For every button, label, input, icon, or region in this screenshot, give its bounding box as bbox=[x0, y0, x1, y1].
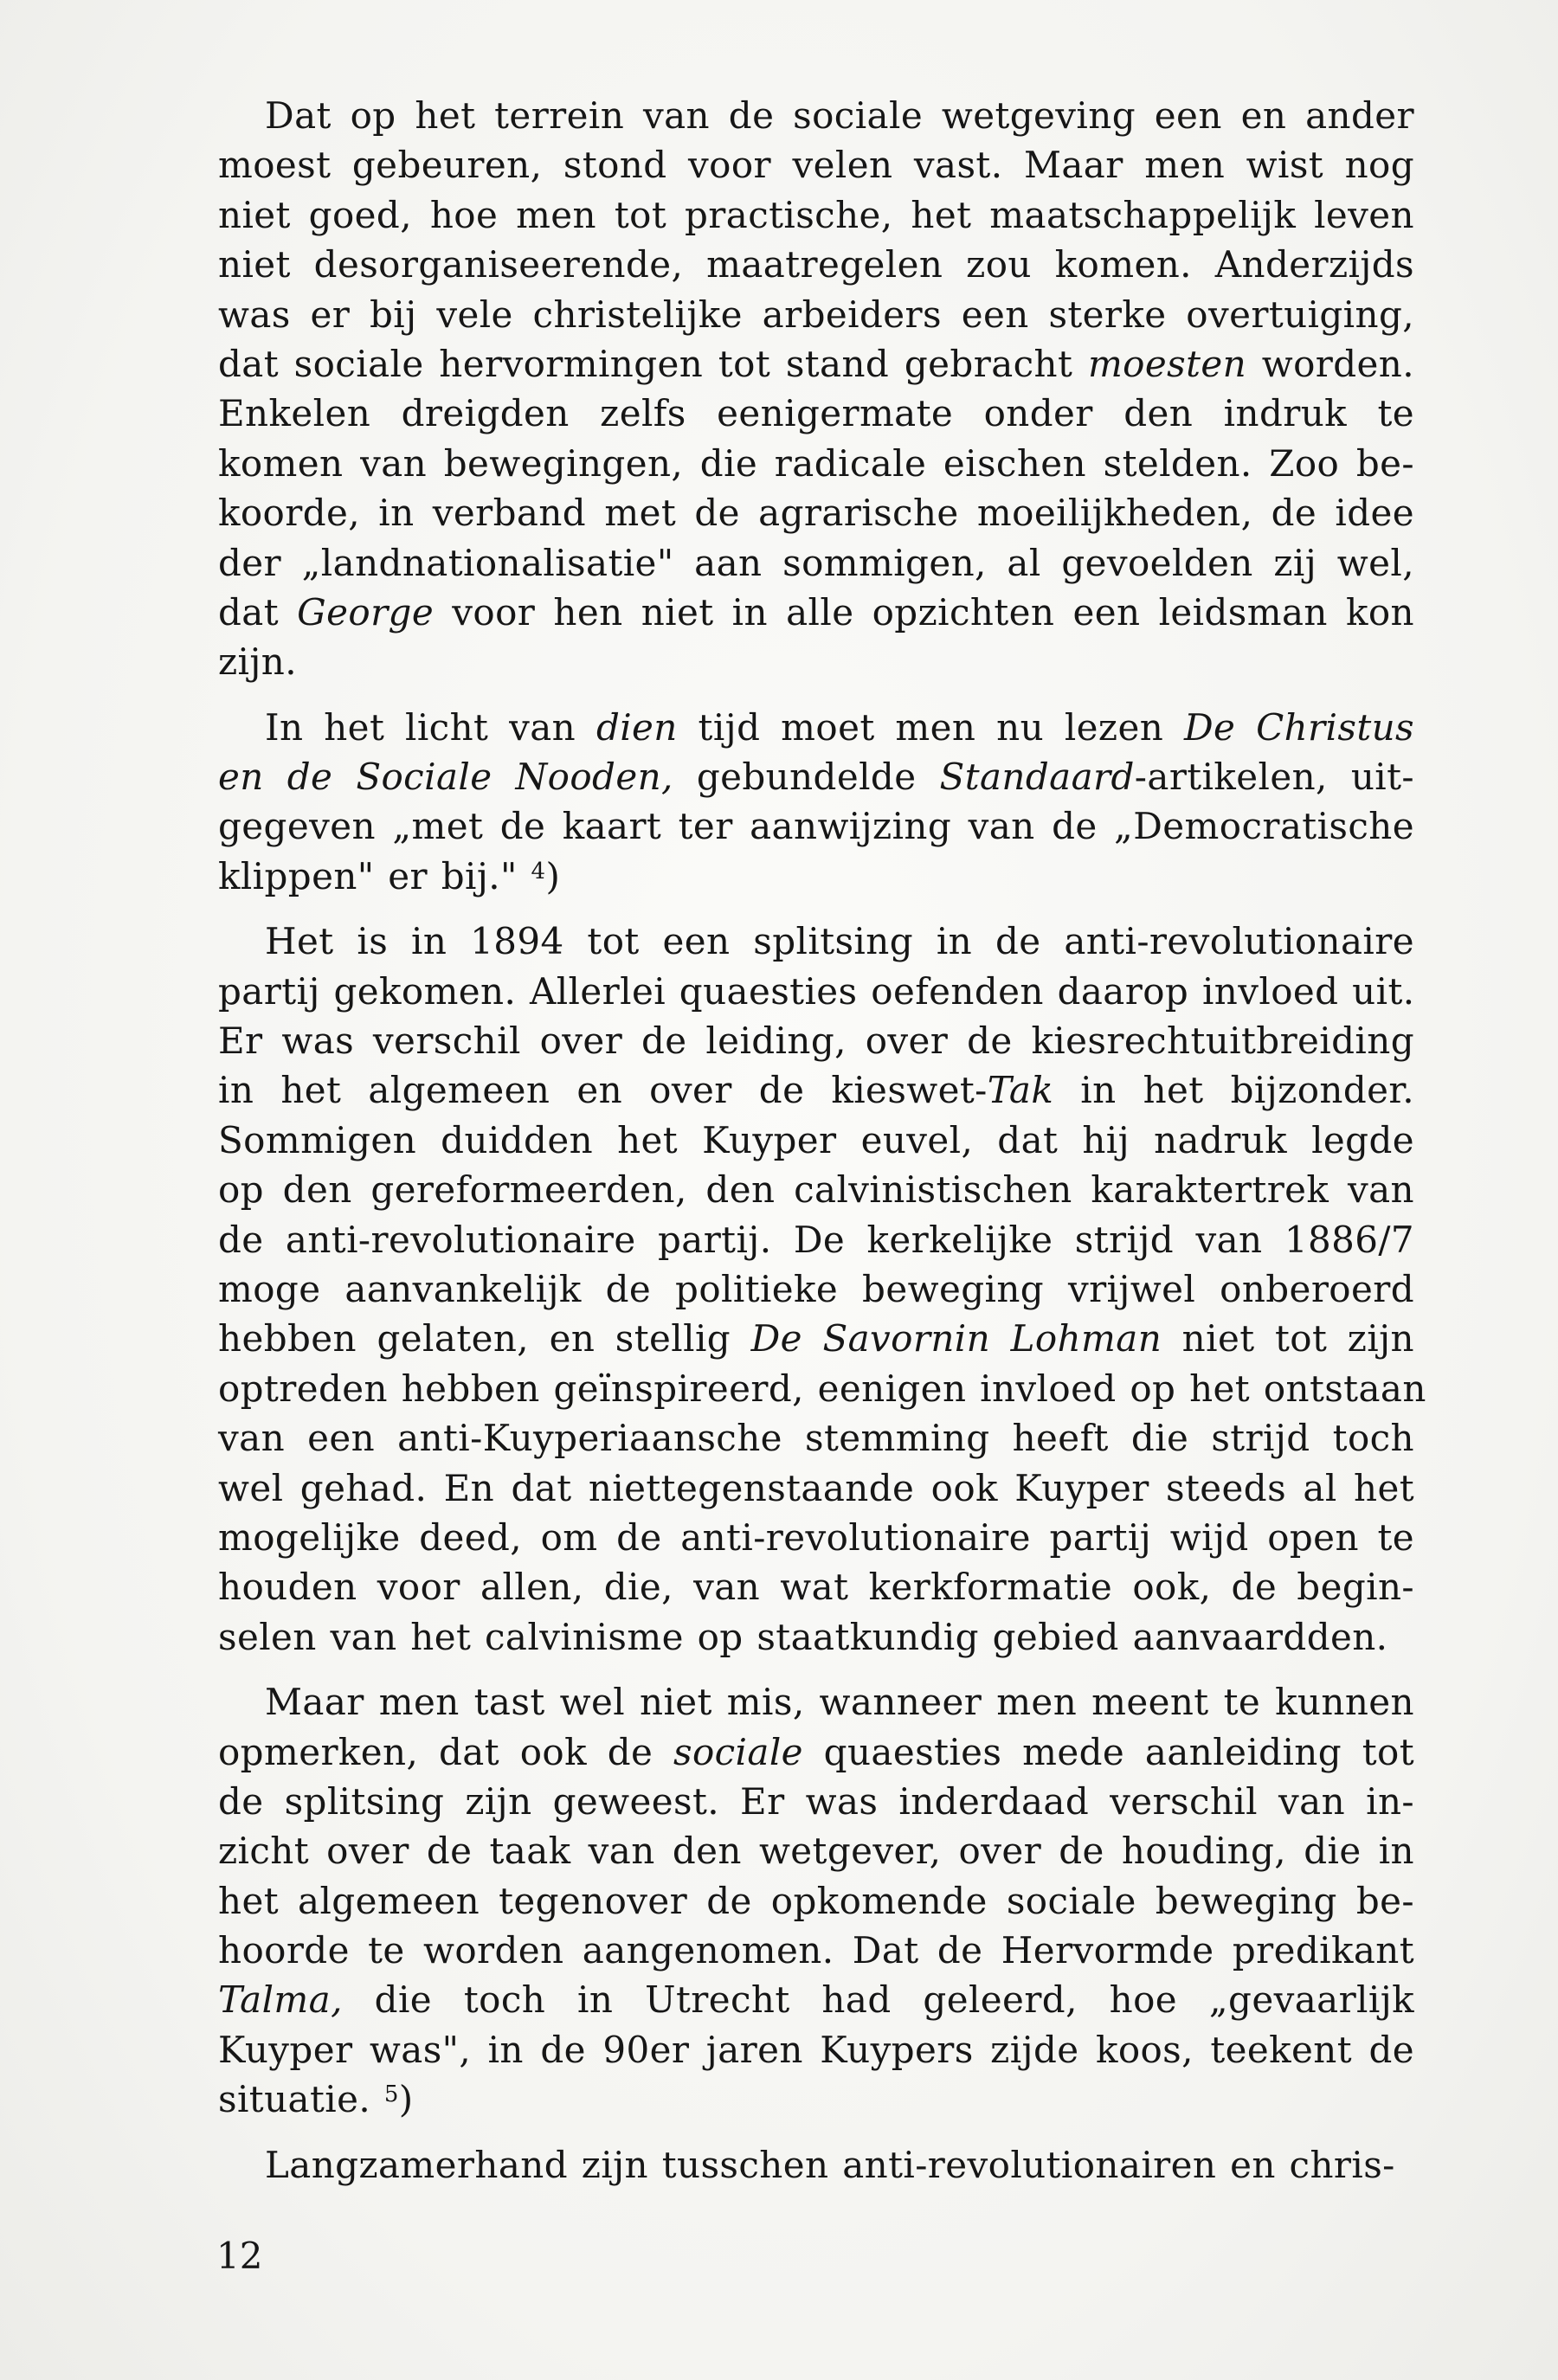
text-line bbox=[218, 967, 1414, 1016]
text-run: Maar men tast wel niet mis, wanneer men meent te kunnen bbox=[265, 1681, 1414, 1724]
text-line bbox=[218, 1727, 1414, 1777]
text-line bbox=[218, 917, 1414, 966]
text-line bbox=[218, 1677, 1414, 1727]
text-line bbox=[218, 1116, 1414, 1165]
text-run: klippen" er bij." bbox=[218, 854, 531, 897]
text-run: partij gekomen. Allerlei quaesties oefenden daarop invloed uit. bbox=[218, 969, 1415, 1013]
text-run: Dat op het terrein van de sociale wetgeving een en ander bbox=[265, 94, 1414, 137]
text-run: Langzamerhand zijn tusschen anti-revolutionairen en chris- bbox=[265, 2143, 1395, 2186]
text-run: was er bij vele christelijke arbeiders een sterke overtuiging, bbox=[218, 293, 1414, 336]
text-run: tijd moet men nu lezen bbox=[677, 705, 1184, 749]
text-run: voor hen niet in alle opzichten een leidsman kon bbox=[434, 590, 1414, 634]
text-run: op den gereformeerden, den calvinistischen karaktertrek van bbox=[218, 1168, 1414, 1212]
text-line bbox=[218, 538, 1414, 588]
text-line bbox=[218, 488, 1414, 537]
text-run: niet desorganiseerende, maatregelen zou komen. Anderzijds bbox=[218, 243, 1414, 286]
text-line bbox=[218, 240, 1414, 289]
text-run: die toch in Utrecht had geleerd, hoe „gevaarlijk bbox=[342, 1978, 1414, 2022]
text-line bbox=[218, 637, 1414, 686]
text-line bbox=[218, 752, 1414, 801]
italic-text: sociale bbox=[673, 1730, 803, 1773]
text-line bbox=[218, 439, 1414, 488]
text-line bbox=[218, 588, 1414, 637]
body-text bbox=[218, 91, 1426, 2205]
italic-text: moesten bbox=[1087, 342, 1247, 385]
text-run: Kuyper was", in de 90er jaren Kuypers zijde koos, teekent de bbox=[218, 2028, 1414, 2071]
text-run: niet goed, hoe men tot practische, het maatschappelijk leven bbox=[218, 193, 1414, 236]
footnote-ref: 4 bbox=[531, 858, 546, 884]
text-run: hoorde te worden aangenomen. Dat de Hervormde predikant bbox=[218, 1929, 1414, 1972]
text-line bbox=[218, 1364, 1426, 1413]
paragraph bbox=[218, 2140, 1414, 2190]
text-line bbox=[218, 339, 1414, 389]
text-run: -artikelen, uit- bbox=[1134, 756, 1415, 799]
text-run: houden voor allen, die, van wat kerkformatie ook, de begin- bbox=[218, 1566, 1414, 1609]
text-run: worden. bbox=[1246, 342, 1414, 385]
text-run: komen van bewegingen, die radicale eischen stelden. Zoo be- bbox=[218, 441, 1414, 485]
text-run: In het licht van bbox=[265, 705, 596, 749]
text-run: in het bijzonder. bbox=[1053, 1069, 1414, 1112]
text-run: Er was verschil over de leiding, over de kiesrechtuitbreiding bbox=[218, 1020, 1414, 1063]
text-run: opmerken, dat ook de bbox=[218, 1730, 673, 1773]
text-run: niet tot zijn bbox=[1162, 1317, 1414, 1360]
text-run: optreden hebben geïnspireerd, eenigen invloed op het ontstaan bbox=[218, 1367, 1426, 1410]
page-number: 12 bbox=[216, 2235, 263, 2277]
text-run: moest gebeuren, stond voor velen vast. Maar men wist nog bbox=[218, 144, 1414, 187]
text-run: de anti-revolutionaire partij. De kerkelijke strijd van 1886/7 bbox=[218, 1218, 1414, 1261]
text-line bbox=[218, 1562, 1414, 1611]
text-run: mogelijke deed, om de anti-revolutionaire partij wijd open te bbox=[218, 1515, 1414, 1559]
text-run: gegeven „met de kaart ter aanwijzing van de „Democratische bbox=[218, 805, 1414, 848]
text-run: gebundelde bbox=[673, 756, 940, 799]
text-run: koorde, in verband met de agrarische moeilijkheden, de idee bbox=[218, 492, 1414, 535]
text-run: Enkelen dreigden zelfs eenigermate onder den indruk te bbox=[218, 392, 1414, 435]
text-line bbox=[218, 852, 1414, 901]
text-line bbox=[218, 91, 1414, 140]
italic-text: Talma, bbox=[218, 1978, 343, 2022]
text-line bbox=[218, 1463, 1414, 1513]
text-line bbox=[218, 290, 1414, 339]
italic-text: De Christus bbox=[1183, 705, 1415, 749]
text-run: zijn. bbox=[218, 640, 297, 684]
text-run: Het is in 1894 tot een splitsing in de anti-revolutionaire bbox=[265, 920, 1414, 963]
text-run: ) bbox=[545, 854, 561, 897]
text-line bbox=[218, 1926, 1414, 1975]
text-run: de splitsing zijn geweest. Er was inderdaad verschil van in- bbox=[218, 1779, 1414, 1823]
text-line bbox=[218, 1165, 1414, 1214]
text-run: ) bbox=[398, 2078, 414, 2121]
text-run: zicht over de taak van den wetgever, over de houding, die in bbox=[218, 1830, 1414, 1873]
paragraph bbox=[218, 91, 1414, 687]
text-line bbox=[218, 1876, 1414, 1926]
text-run: quaesties mede aanleiding tot bbox=[802, 1730, 1414, 1773]
italic-text: dien bbox=[596, 705, 678, 749]
text-line bbox=[218, 1413, 1414, 1463]
text-line bbox=[218, 703, 1414, 752]
italic-text: Tak bbox=[987, 1069, 1054, 1112]
text-run: het algemeen tegenover de opkomende sociale beweging be- bbox=[218, 1879, 1414, 1922]
text-line bbox=[218, 140, 1414, 190]
text-line bbox=[218, 2025, 1414, 2074]
text-run: selen van het calvinisme op staatkundig gebied aanvaardden. bbox=[218, 1615, 1388, 1658]
text-run: moge aanvankelijk de politieke beweging vrijwel onberoerd bbox=[218, 1267, 1414, 1310]
text-run: hebben gelaten, en stellig bbox=[218, 1317, 751, 1360]
text-line bbox=[218, 1215, 1414, 1264]
text-line bbox=[218, 2074, 1414, 2124]
italic-text: Standaard bbox=[939, 756, 1135, 799]
text-line bbox=[218, 1975, 1414, 2024]
text-run: dat bbox=[218, 590, 298, 634]
paragraph bbox=[218, 703, 1414, 902]
text-run: van een anti-Kuyperiaansche stemming heeft die strijd toch bbox=[218, 1417, 1414, 1460]
text-line bbox=[218, 1016, 1414, 1065]
italic-text: George bbox=[297, 590, 435, 634]
italic-text: en de Sociale Nooden, bbox=[218, 756, 673, 799]
text-line bbox=[218, 1777, 1414, 1826]
paragraph bbox=[218, 917, 1426, 1662]
text-line bbox=[218, 389, 1414, 438]
text-run: der „landnationalisatie" aan sommigen, al gevoelden zij wel, bbox=[218, 541, 1414, 584]
text-line bbox=[218, 1612, 1414, 1662]
text-line bbox=[218, 1826, 1414, 1875]
text-run: wel gehad. En dat niettegenstaande ook Kuyper steeds al het bbox=[218, 1466, 1414, 1509]
italic-text: De Savornin Lohman bbox=[750, 1317, 1162, 1360]
text-run: in het algemeen en over de kieswet- bbox=[218, 1069, 988, 1112]
text-run: dat sociale hervormingen tot stand gebracht bbox=[218, 342, 1088, 385]
text-run: situatie. bbox=[218, 2078, 384, 2121]
text-line bbox=[218, 2140, 1414, 2190]
text-line bbox=[218, 1264, 1414, 1314]
text-line bbox=[218, 1314, 1414, 1363]
text-line bbox=[218, 1065, 1414, 1115]
text-line bbox=[218, 190, 1414, 240]
paragraph bbox=[218, 1677, 1414, 2125]
text-line bbox=[218, 801, 1414, 851]
text-run: Sommigen duidden het Kuyper euvel, dat hij nadruk legde bbox=[218, 1118, 1414, 1161]
footnote-ref: 5 bbox=[383, 2081, 399, 2108]
text-line bbox=[218, 1513, 1414, 1562]
